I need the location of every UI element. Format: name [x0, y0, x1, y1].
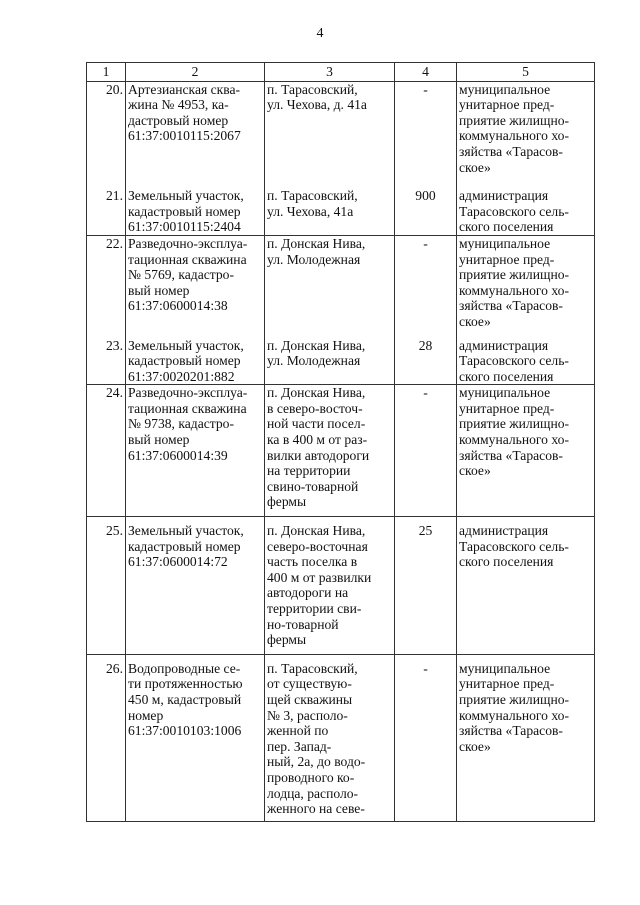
object-area: -: [395, 385, 457, 517]
row-number: 20.: [87, 81, 126, 175]
object-holder: администрация Тарасовского сель- ского поселения: [457, 175, 595, 235]
row-number: 26.: [87, 654, 126, 821]
object-holder: администрация Тарасовского сель- ского поселения: [457, 330, 595, 385]
row-number: 21.: [87, 175, 126, 235]
object-name: Земельный участок, кадастровый номер 61:37:0010115:2404: [126, 175, 265, 235]
object-holder: администрация Тарасовского сель- ского поселения: [457, 517, 595, 655]
row-number: 24.: [87, 385, 126, 517]
object-name: Разведочно-эксплуа- тационная скважина № 5769, кадастро- вый номер 61:37:0600014:38: [126, 235, 265, 329]
object-area: -: [395, 235, 457, 329]
property-table: [86, 62, 595, 822]
object-area: 900: [395, 175, 457, 235]
object-holder: муниципальное унитарное пред- приятие жилищно- коммунального хо- зяйства «Тарасов- ское»: [457, 654, 595, 821]
row-number: 25.: [87, 517, 126, 655]
header-cell-4: 4: [395, 63, 457, 82]
page-number: 4: [316, 26, 324, 41]
object-name: Артезианская сква- жина № 4953, ка- дастровый номер 61:37:0010115:2067: [126, 81, 265, 175]
object-area: -: [395, 81, 457, 175]
header-cell-2: 2: [126, 63, 265, 82]
object-address: п. Донская Нива, ул. Молодежная: [265, 235, 395, 329]
object-name: Земельный участок, кадастровый номер 61:37:0020201:882: [126, 330, 265, 385]
header-cell-3: 3: [265, 63, 395, 82]
object-address: п. Тарасовский, ул. Чехова, 41а: [265, 175, 395, 235]
row-number: 22.: [87, 235, 126, 329]
object-holder: муниципальное унитарное пред- приятие жилищно- коммунального хо- зяйства «Тарасов- ское»: [457, 235, 595, 329]
object-area: 28: [395, 330, 457, 385]
object-address: п. Донская Нива, северо-восточная часть поселка в 400 м от развилки автодороги на территории сви- но-товарной фермы: [265, 517, 395, 655]
table-row: [87, 517, 595, 655]
object-area: -: [395, 654, 457, 821]
object-address: п. Тарасовский, ул. Чехова, д. 41а: [265, 81, 395, 175]
table-header-row: [87, 63, 595, 82]
object-holder: муниципальное унитарное пред- приятие жилищно- коммунального хо- зяйства «Тарасов- ское»: [457, 81, 595, 175]
row-number: 23.: [87, 330, 126, 385]
table-row: [87, 81, 595, 175]
table-row: [87, 175, 595, 235]
table-row: [87, 235, 595, 329]
object-area: 25: [395, 517, 457, 655]
table-row: [87, 330, 595, 385]
header-cell-5: 5: [457, 63, 595, 82]
object-name: Разведочно-эксплуа- тационная скважина № 9738, кадастро- вый номер 61:37:0600014:39: [126, 385, 265, 517]
object-address: п. Тарасовский, от существую- щей скважины № 3, располо- женной по пер. Запад- ный, 2а, до водо- проводного ко- лодца, располо- женного на севе-: [265, 654, 395, 821]
object-holder: муниципальное унитарное пред- приятие жилищно- коммунального хо- зяйства «Тарасов- ское»: [457, 385, 595, 517]
object-name: Водопроводные се- ти протяженностью 450 м, кадастровый номер 61:37:0010103:1006: [126, 654, 265, 821]
object-address: п. Донская Нива, в северо-восточ- ной части посел- ка в 400 м от раз- вилки автодороги на территории свино-товарной фермы: [265, 385, 395, 517]
object-address: п. Донская Нива, ул. Молодежная: [265, 330, 395, 385]
table-row: [87, 385, 595, 517]
header-cell-1: 1: [87, 63, 126, 82]
table-row: [87, 654, 595, 821]
object-name: Земельный участок, кадастровый номер 61:37:0600014:72: [126, 517, 265, 655]
